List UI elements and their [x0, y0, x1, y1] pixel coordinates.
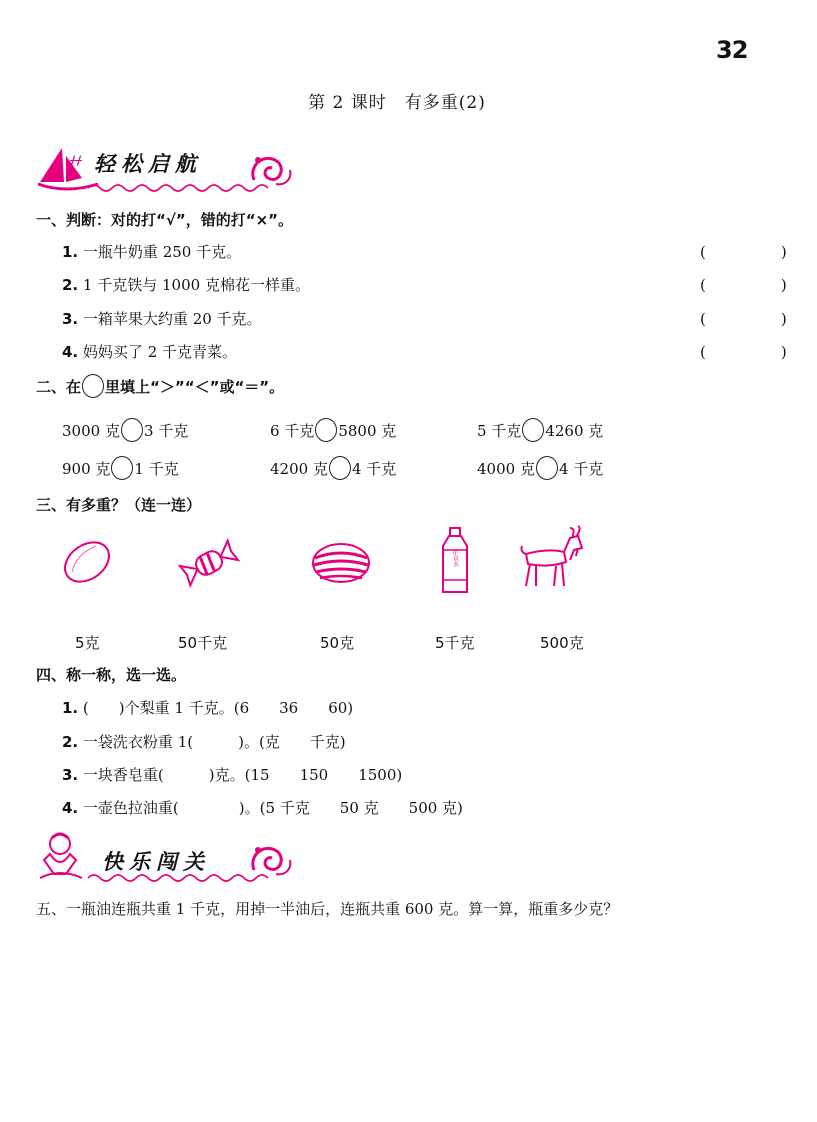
q1-item-1 — [62, 241, 241, 262]
item-text: 一袋洗衣粉重 1( )。 — [82, 733, 259, 751]
section-banner-happy-challenge — [36, 830, 296, 882]
q4-item-2 — [62, 731, 346, 752]
compare-item — [477, 418, 603, 442]
item-text: 妈妈买了 2 千克青菜。 — [82, 343, 238, 361]
compare-right: 4 千克 — [351, 459, 397, 478]
heading-text: 二、在 — [36, 377, 82, 396]
circle-placeholder-icon — [82, 374, 104, 398]
weight-option[interactable]: 5千克 — [435, 634, 475, 652]
q4-item-4 — [62, 797, 463, 818]
q1-item-4 — [62, 341, 237, 362]
question-4-heading: 四、称一称，选一选。 — [36, 666, 187, 684]
answer-blank[interactable]: ( ) — [700, 343, 817, 361]
item-options: (15 150 1500) — [244, 766, 403, 784]
svg-text:ᚋᚋ: ᚋᚋ — [70, 153, 82, 167]
compare-item — [270, 418, 396, 442]
q1-item-2 — [62, 274, 310, 295]
compare-circle[interactable] — [522, 418, 544, 442]
compare-item — [270, 456, 396, 480]
compare-right: 4 千克 — [558, 459, 604, 478]
compare-circle[interactable] — [329, 456, 351, 480]
compare-left: 4000 克 — [477, 459, 535, 478]
question-2-heading — [36, 374, 284, 398]
question-5-heading: 五、一瓶油连瓶共重 1 千克，用掉一半油后，连瓶共重 600 克。算一算，瓶重多少克？ — [36, 900, 619, 918]
compare-circle[interactable] — [315, 418, 337, 442]
compare-circle[interactable] — [536, 456, 558, 480]
compare-right: 3 千克 — [143, 421, 189, 440]
item-number: 3. — [62, 310, 79, 328]
item-number: 2. — [62, 276, 79, 294]
swirl-icon — [253, 847, 291, 874]
weight-option[interactable]: 50千克 — [178, 634, 228, 652]
compare-item — [62, 456, 179, 480]
compare-left: 4200 克 — [270, 459, 328, 478]
answer-blank[interactable]: ( ) — [700, 310, 817, 328]
item-number: 1. — [62, 699, 79, 717]
answer-blank[interactable]: ( ) — [700, 243, 817, 261]
swirl-icon — [253, 157, 291, 184]
candy-icon[interactable] — [178, 538, 240, 588]
compare-item — [62, 418, 188, 442]
compare-right: 5800 克 — [338, 421, 397, 440]
weight-option[interactable]: 50克 — [320, 634, 355, 652]
weight-option[interactable]: 500克 — [540, 634, 584, 652]
banner-title: 快乐闯关 — [102, 850, 210, 874]
item-text: 1 千克铁与 1000 克棉花一样重。 — [82, 276, 310, 294]
item-options: (5 千克 50 克 500 克) — [259, 799, 463, 817]
item-text: 一块香皂重( )克。 — [82, 766, 245, 784]
item-number: 3. — [62, 766, 79, 784]
q4-item-1 — [62, 697, 353, 718]
banner-title: 轻松启航 — [94, 152, 202, 176]
item-number: 4. — [62, 343, 79, 361]
water-bottle-icon[interactable] — [440, 526, 470, 596]
heading-text: 里填上“＞”“＜”或“＝”。 — [105, 377, 285, 396]
lesson-title: 第 2 课时 有多重(2) — [308, 93, 486, 113]
answer-blank[interactable]: ( ) — [700, 276, 817, 294]
compare-right: 4260 克 — [545, 421, 604, 440]
item-options: (6 36 60) — [233, 699, 354, 717]
compare-circle[interactable] — [111, 456, 133, 480]
compare-item — [477, 456, 603, 480]
weight-option[interactable]: 5克 — [75, 634, 100, 652]
item-number: 1. — [62, 243, 79, 261]
compare-left: 900 克 — [62, 459, 111, 478]
question-3-heading: 三、有多重？（连一连） — [36, 496, 202, 514]
watermelon-icon[interactable] — [310, 540, 372, 586]
question-1-heading: 一、判断：对的打“√”，错的打“×”。 — [36, 211, 294, 229]
item-text: 一箱苹果大约重 20 千克。 — [82, 310, 262, 328]
answer-area[interactable] — [36, 930, 756, 1090]
q4-item-3 — [62, 764, 402, 785]
compare-right: 1 千克 — [134, 459, 179, 478]
compare-left: 6 千克 — [270, 421, 315, 440]
bottle-label: 矿泉水 — [451, 549, 459, 567]
item-text: 一瓶牛奶重 250 千克。 — [82, 243, 242, 261]
goat-icon[interactable] — [518, 526, 586, 590]
section-banner-easy-start — [36, 142, 296, 194]
q1-item-3 — [62, 308, 262, 329]
item-number: 4. — [62, 799, 79, 817]
compare-circle[interactable] — [121, 418, 143, 442]
page-number: 32 — [716, 36, 748, 64]
compare-left: 5 千克 — [477, 421, 522, 440]
item-text: ( )个梨重 1 千克。 — [82, 699, 234, 717]
item-number: 2. — [62, 733, 79, 751]
item-options: (克 千克) — [258, 733, 346, 751]
item-text: 一壶色拉油重( )。 — [82, 799, 260, 817]
egg-icon[interactable] — [62, 538, 112, 586]
compare-left: 3000 克 — [62, 421, 120, 440]
